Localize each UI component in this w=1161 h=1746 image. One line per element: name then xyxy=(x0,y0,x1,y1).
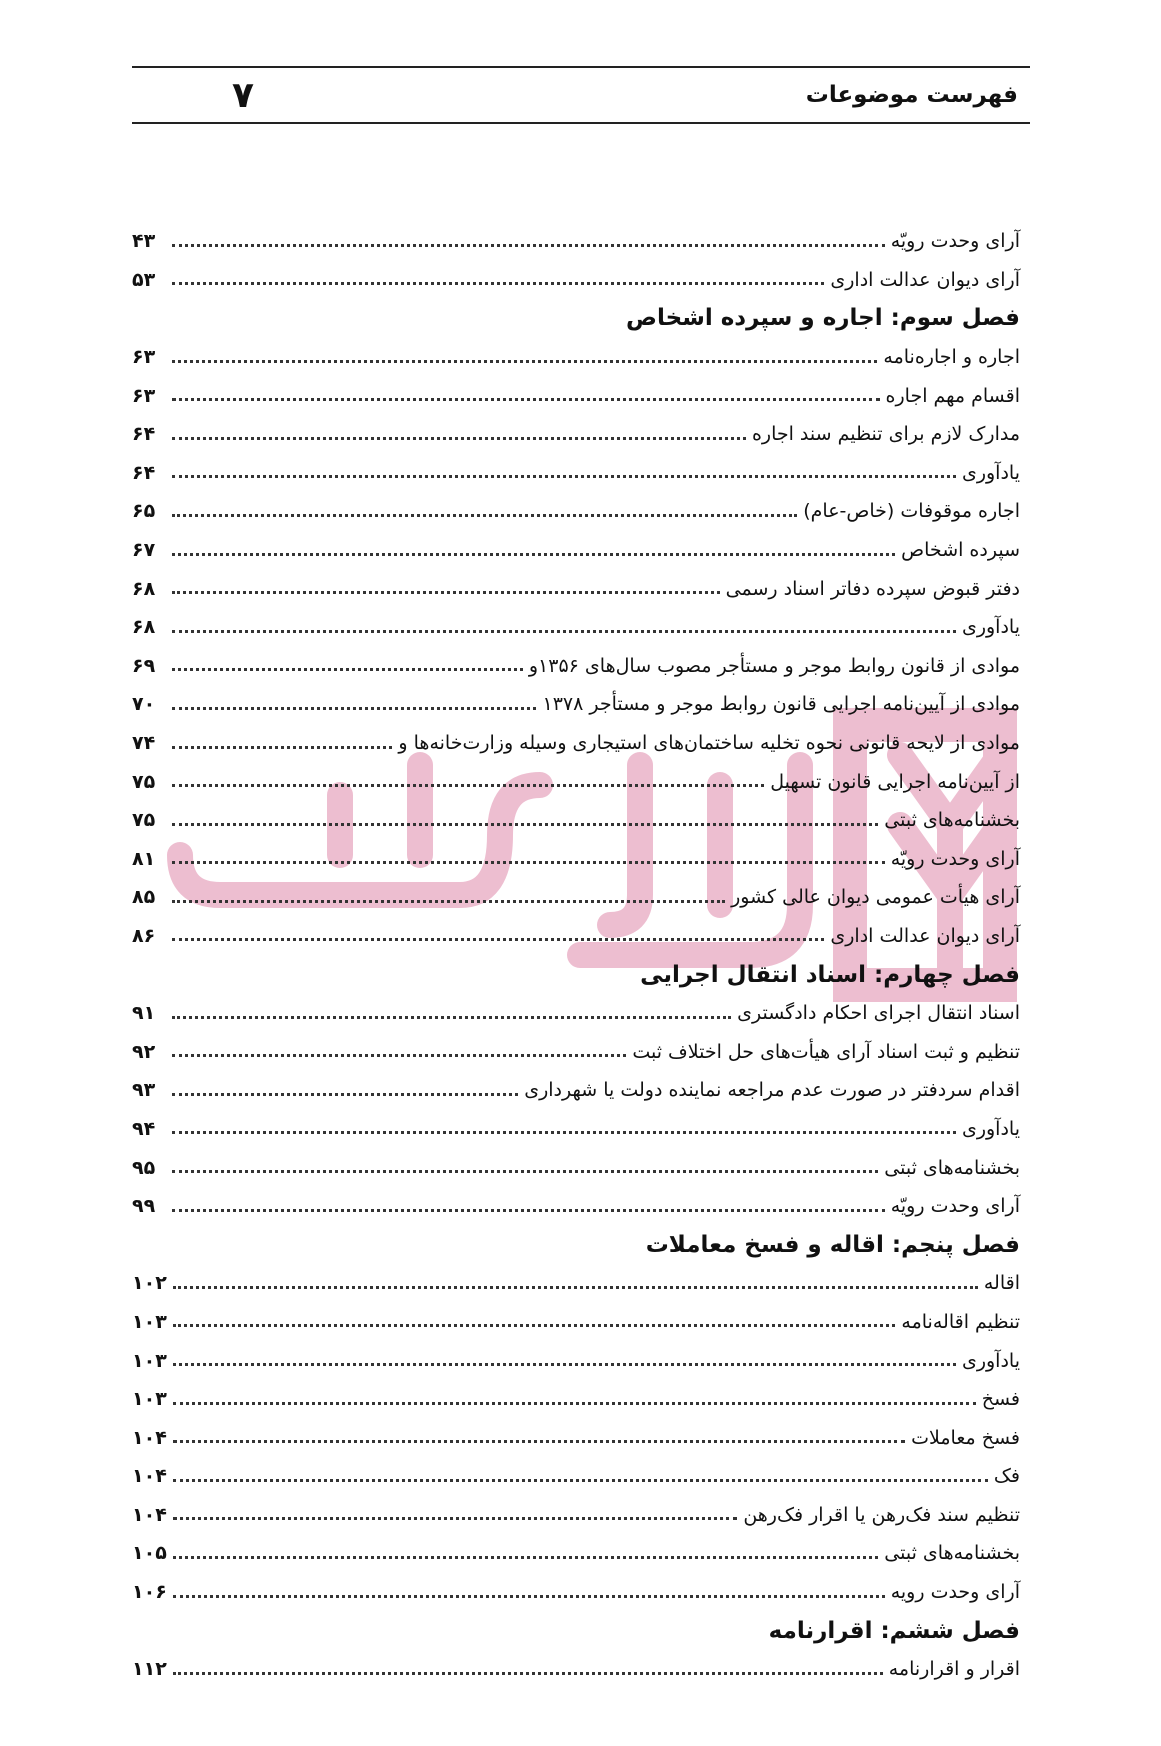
toc-dot-leader xyxy=(172,514,797,517)
toc-entry xyxy=(132,1264,1020,1303)
toc-entry xyxy=(132,1650,1020,1689)
toc-entry xyxy=(132,376,1020,415)
toc-chapter-heading xyxy=(132,955,1020,994)
toc-dot-leader xyxy=(173,1517,738,1520)
toc-entry xyxy=(132,531,1020,570)
toc-entry-title: فصل چهارم: اسناد انتقال اجرایی xyxy=(640,961,1020,988)
header-page-number: ۷ xyxy=(232,74,254,116)
toc-entry-title: از آیین‌نامه اجرایی قانون تسهیل xyxy=(770,770,1020,793)
toc-page-number: ۹۴ xyxy=(132,1117,156,1140)
toc-page-number: ۱۱۲ xyxy=(132,1658,167,1681)
toc-dot-leader xyxy=(173,1402,976,1405)
toc-entry-title: یادآوری xyxy=(961,616,1020,639)
toc-entry xyxy=(132,647,1020,686)
toc-chapter-heading xyxy=(132,299,1020,338)
toc-entry-title: اجاره و اجاره‌نامه xyxy=(883,346,1020,369)
toc-entry-title: اسناد انتقال اجرای احکام دادگستری xyxy=(737,1002,1020,1025)
header-title: فهرست موضوعات xyxy=(805,82,1018,108)
toc-entry-title: آرای دیوان عدالت اداری xyxy=(830,268,1020,291)
toc-dot-leader xyxy=(172,1209,885,1212)
toc-entry-title: آرای وحدت رویّه xyxy=(890,847,1020,870)
toc-entry xyxy=(132,1303,1020,1342)
toc-entry xyxy=(132,608,1020,647)
toc-page-number: ۱۰۲ xyxy=(132,1272,167,1295)
toc-chapter-heading xyxy=(132,1225,1020,1264)
toc-entry-title: آرای دیوان عدالت اداری xyxy=(830,924,1020,947)
toc-entry-title: موادی از قانون روابط موجر و مستأجر مصوب سال‌های ۱۳۵۶و xyxy=(528,654,1020,677)
toc-entry-title: آرای هیأت عمومی دیوان عالی کشور xyxy=(731,886,1020,909)
toc-page-number: ۶۸ xyxy=(132,616,156,639)
toc-entry-title: فسخ معاملات xyxy=(911,1426,1020,1449)
toc-page-number: ۷۰ xyxy=(132,693,156,716)
toc-page-number: ۶۴ xyxy=(132,423,156,446)
toc-entry xyxy=(132,917,1020,956)
toc-dot-leader xyxy=(172,784,764,787)
toc-entry-title: اقدام سردفتر در صورت عدم مراجعه نماینده دولت یا شهرداری xyxy=(524,1079,1020,1102)
toc-entry-title: یادآوری xyxy=(961,461,1020,484)
toc-entry xyxy=(132,685,1020,724)
toc-entry xyxy=(132,840,1020,879)
toc-entry-title: موادی از لایحه قانونی نحوه تخلیه ساختمان‌های استیجاری وسیله وزارت‌خانه‌ها و xyxy=(398,732,1020,755)
toc-entry xyxy=(132,1418,1020,1457)
toc-entry xyxy=(132,1534,1020,1573)
toc-dot-leader xyxy=(173,1556,879,1559)
toc-entry-title: اقرار و اقرارنامه xyxy=(888,1658,1020,1681)
toc-entry xyxy=(132,1071,1020,1110)
toc-entry-title: موادی از آیین‌نامه اجرایی قانون روابط موجر و مستأجر ۱۳۷۸ xyxy=(542,693,1020,716)
toc-entry-title: اجاره موقوفات (خاص-عام) xyxy=(803,500,1020,523)
toc-entry-title: تنظیم و ثبت اسناد آرای هیأت‌های حل اختلاف ثبت xyxy=(632,1040,1020,1063)
toc-page-number: ۹۹ xyxy=(132,1195,156,1218)
toc-page-number: ۹۵ xyxy=(132,1156,156,1179)
toc-page-number: ۷۵ xyxy=(132,809,156,832)
toc-dot-leader xyxy=(172,823,878,826)
toc-page-number: ۶۴ xyxy=(132,461,156,484)
page-header xyxy=(132,66,1030,124)
toc-dot-leader xyxy=(172,900,725,903)
toc-page-number: ۷۴ xyxy=(132,732,156,755)
toc-dot-leader xyxy=(173,1363,956,1366)
toc-dot-leader xyxy=(172,591,720,594)
toc-entry xyxy=(132,492,1020,531)
toc-dot-leader xyxy=(172,861,885,864)
toc-dot-leader xyxy=(173,1595,885,1598)
toc-entry xyxy=(132,569,1020,608)
toc-dot-leader xyxy=(173,1672,883,1675)
toc-entry-title: دفتر قبوض سپرده دفاتر اسناد رسمی xyxy=(725,577,1020,600)
toc-entry xyxy=(132,724,1020,763)
toc-entry xyxy=(132,762,1020,801)
toc-entry xyxy=(132,801,1020,840)
toc-entry-title: فصل سوم: اجاره و سپرده اشخاص xyxy=(626,305,1020,332)
toc-dot-leader xyxy=(172,244,885,247)
toc-dot-leader xyxy=(172,1131,956,1134)
toc-page-number: ۱۰۳ xyxy=(132,1388,167,1411)
toc-entry-title: آرای وحدت رویّه xyxy=(890,230,1020,253)
toc-entry xyxy=(132,1496,1020,1535)
toc-page-number: ۸۱ xyxy=(132,847,156,870)
toc-dot-leader xyxy=(172,282,824,285)
toc-page-number: ۴۳ xyxy=(132,230,156,253)
toc-entry-title: فصل ششم: اقرارنامه xyxy=(768,1617,1020,1644)
toc-page-number: ۱۰۵ xyxy=(132,1542,167,1565)
toc-page-number: ۶۷ xyxy=(132,539,156,562)
toc-page-number: ۱۰۴ xyxy=(132,1426,167,1449)
toc-page-number: ۶۳ xyxy=(132,346,156,369)
toc-page-number: ۷۵ xyxy=(132,770,156,793)
toc-page-number: ۸۵ xyxy=(132,886,156,909)
toc-dot-leader xyxy=(172,437,746,440)
toc-dot-leader xyxy=(172,553,895,556)
toc-page-number: ۶۹ xyxy=(132,654,156,677)
toc-entry xyxy=(132,1457,1020,1496)
toc-dot-leader xyxy=(173,1479,988,1482)
toc-dot-leader xyxy=(172,630,956,633)
toc-page-number: ۶۵ xyxy=(132,500,156,523)
toc-entry-title: فسخ xyxy=(981,1388,1020,1411)
toc-page-number: ۱۰۴ xyxy=(132,1465,167,1488)
toc-entry-title: بخشنامه‌های ثبتی xyxy=(884,1542,1020,1565)
toc-dot-leader xyxy=(172,1054,626,1057)
toc-dot-leader xyxy=(173,1324,896,1327)
toc-page-number: ۶۳ xyxy=(132,384,156,407)
toc-entry-title: فک xyxy=(993,1465,1020,1488)
toc-entry xyxy=(132,1187,1020,1226)
toc-dot-leader xyxy=(172,475,956,478)
toc-entry-title: آرای وحدت رویه xyxy=(890,1581,1020,1604)
toc-page-number: ۸۶ xyxy=(132,924,156,947)
toc-entry-title: اقسام مهم اجاره xyxy=(885,384,1020,407)
toc-entry-title: بخشنامه‌های ثبتی xyxy=(884,1156,1020,1179)
toc-entry xyxy=(132,1032,1020,1071)
toc-entry-title: مدارک لازم برای تنظیم سند اجاره xyxy=(751,423,1020,446)
toc-entry xyxy=(132,994,1020,1033)
toc-entry xyxy=(132,261,1020,300)
toc-page-number: ۱۰۳ xyxy=(132,1310,167,1333)
toc-entry xyxy=(132,1380,1020,1419)
toc-entry-title: بخشنامه‌های ثبتی xyxy=(884,809,1020,832)
toc-page-number: ۱۰۴ xyxy=(132,1503,167,1526)
toc-entry xyxy=(132,338,1020,377)
toc-page-number: ۱۰۶ xyxy=(132,1581,167,1604)
toc-page-number: ۱۰۳ xyxy=(132,1349,167,1372)
toc-entry xyxy=(132,1573,1020,1612)
toc-entry-title: یادآوری xyxy=(961,1349,1020,1372)
toc-page-number: ۹۲ xyxy=(132,1040,156,1063)
toc-entry xyxy=(132,1341,1020,1380)
toc-entry xyxy=(132,1110,1020,1149)
toc-dot-leader xyxy=(172,398,880,401)
toc-entry xyxy=(132,454,1020,493)
toc-entry xyxy=(132,415,1020,454)
toc-entry-title: یادآوری xyxy=(961,1117,1020,1140)
toc-dot-leader xyxy=(173,1440,905,1443)
toc-chapter-heading xyxy=(132,1611,1020,1650)
toc-entry-title: آرای وحدت رویّه xyxy=(890,1195,1020,1218)
toc-dot-leader xyxy=(172,938,824,941)
toc-dot-leader xyxy=(172,668,523,671)
toc-dot-leader xyxy=(172,360,877,363)
toc-dot-leader xyxy=(172,1170,878,1173)
toc-dot-leader xyxy=(172,707,536,710)
toc-page-number: ۹۱ xyxy=(132,1002,156,1025)
toc-entry-title: تنظیم اقاله‌نامه xyxy=(901,1310,1020,1333)
toc-entry xyxy=(132,878,1020,917)
table-of-contents xyxy=(132,222,1020,1689)
toc-page-number: ۶۸ xyxy=(132,577,156,600)
toc-dot-leader xyxy=(173,1286,978,1289)
toc-dot-leader xyxy=(172,1016,731,1019)
toc-entry-title: سپرده اشخاص xyxy=(901,539,1020,562)
toc-entry-title: تنظیم سند فک‌رهن یا اقرار فک‌رهن xyxy=(743,1503,1020,1526)
toc-entry xyxy=(132,222,1020,261)
toc-page-number: ۹۳ xyxy=(132,1079,156,1102)
toc-entry-title: اقاله xyxy=(983,1272,1020,1295)
toc-page-number: ۵۳ xyxy=(132,268,156,291)
toc-dot-leader xyxy=(172,746,392,749)
toc-entry-title: فصل پنجم: اقاله و فسخ معاملات xyxy=(645,1231,1020,1258)
toc-entry xyxy=(132,1148,1020,1187)
toc-dot-leader xyxy=(172,1093,518,1096)
